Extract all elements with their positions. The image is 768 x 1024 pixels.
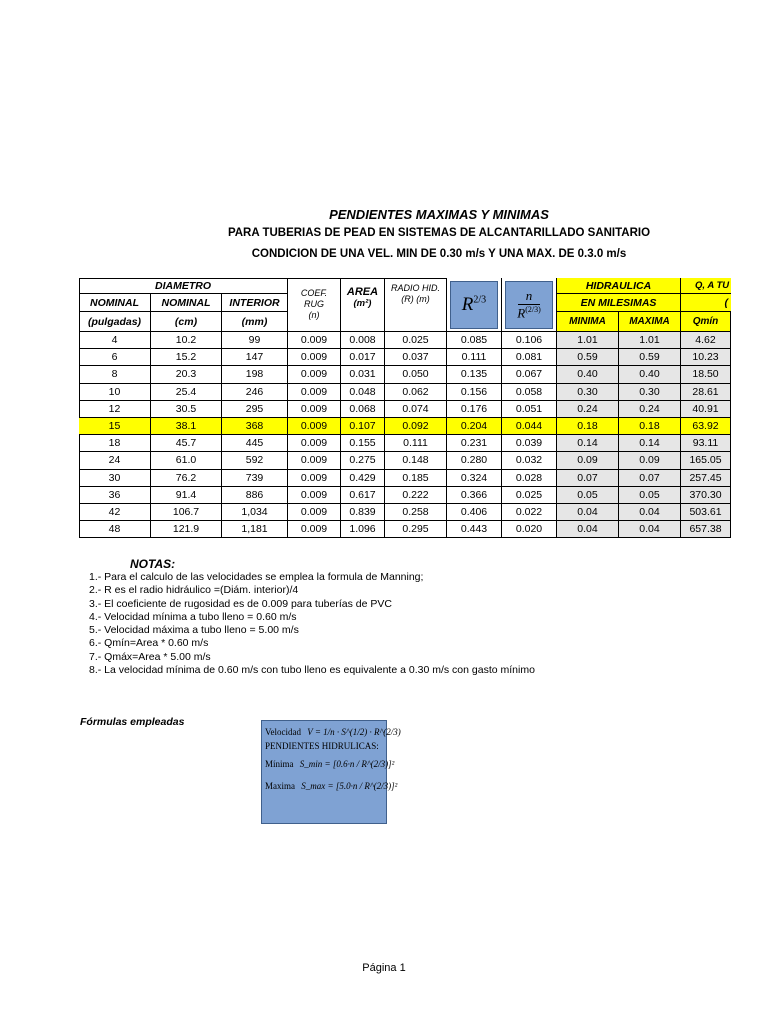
table-cell: 370.30: [681, 487, 731, 504]
header-en-milesimas: EN MILESIMAS: [557, 294, 681, 312]
table-cell: 0.111: [385, 435, 447, 452]
table-cell: 0.009: [288, 452, 341, 469]
formula-velocidad: [265, 727, 401, 737]
table-cell: 18.50: [681, 366, 731, 383]
table-cell: 10.23: [681, 349, 731, 366]
table-cell: 0.07: [557, 470, 619, 487]
header-n-den-exp: (2/3): [525, 304, 541, 314]
table-cell: 76.2: [151, 470, 222, 487]
table-cell: 0.025: [502, 487, 557, 504]
table-cell: 0.022: [502, 504, 557, 521]
header-area-line2: (m²): [353, 298, 372, 309]
table-cell: 0.009: [288, 349, 341, 366]
table-cell: 0.106: [502, 332, 557, 349]
table-cell: 0.30: [557, 384, 619, 401]
table-cell: 0.04: [557, 521, 619, 538]
table-cell: 0.009: [288, 470, 341, 487]
nota-item: 5.- Velocidad máxima a tubo lleno = 5.00 m/s: [89, 624, 299, 637]
table-cell: 0.30: [619, 384, 681, 401]
header-n-denominator: [517, 305, 541, 321]
table-cell: 42: [79, 504, 151, 521]
header-maxima: MAXIMA: [619, 312, 681, 332]
formula-minima-label: Mínima: [265, 759, 294, 769]
table-cell: 1.096: [341, 521, 385, 538]
table-cell: 0.617: [341, 487, 385, 504]
table-cell: 257.45: [681, 470, 731, 487]
table-cell: 0.05: [619, 487, 681, 504]
table-cell: 0.009: [288, 521, 341, 538]
formula-maxima: [265, 781, 398, 791]
table-cell: 0.050: [385, 366, 447, 383]
table-cell: 0.18: [619, 418, 681, 435]
table-cell: 886: [222, 487, 288, 504]
table-cell: 0.081: [502, 349, 557, 366]
table-cell: 15.2: [151, 349, 222, 366]
table-cell: 0.258: [385, 504, 447, 521]
table-cell: 368: [222, 418, 288, 435]
table-cell: 0.04: [619, 521, 681, 538]
table-cell: 0.04: [557, 504, 619, 521]
table-cell: 165.05: [681, 452, 731, 469]
table-cell: 0.068: [341, 401, 385, 418]
table-cell: 0.324: [447, 470, 502, 487]
table-cell: 0.009: [288, 504, 341, 521]
table-cell: 1,181: [222, 521, 288, 538]
table-cell: 0.037: [385, 349, 447, 366]
table-cell: 0.044: [502, 418, 557, 435]
table-cell: 121.9: [151, 521, 222, 538]
table-cell: 36: [79, 487, 151, 504]
header-r23-symbol: [462, 294, 486, 316]
table-cell: 0.222: [385, 487, 447, 504]
header-unit-cm: (cm): [151, 312, 222, 332]
table-cell: 0.839: [341, 504, 385, 521]
table-cell: 63.92: [681, 418, 731, 435]
slopes-table-grid: [79, 278, 731, 538]
nota-item: 2.- R es el radio hidráulico =(Diám. interior)/4: [89, 584, 299, 597]
table-cell: 0.008: [341, 332, 385, 349]
table-cell: 99: [222, 332, 288, 349]
header-coef: [288, 278, 341, 332]
table-cell: 0.017: [341, 349, 385, 366]
table-cell: 0.07: [619, 470, 681, 487]
table-cell: 45.7: [151, 435, 222, 452]
table-cell: 0.074: [385, 401, 447, 418]
header-n-over-r-box: [505, 281, 553, 329]
header-nominal-cm: NOMINAL: [151, 294, 222, 312]
page-title: PENDIENTES MAXIMAS Y MINIMAS: [329, 207, 549, 222]
table-cell: 0.148: [385, 452, 447, 469]
slopes-table: [79, 278, 731, 538]
table-cell: 246: [222, 384, 288, 401]
header-qmin: Qmín: [681, 312, 731, 332]
table-cell: 8: [79, 366, 151, 383]
table-cell: 0.009: [288, 366, 341, 383]
table-cell: 0.155: [341, 435, 385, 452]
header-radio: [385, 278, 447, 332]
notas-title: NOTAS:: [130, 557, 176, 571]
table-cell: 4: [79, 332, 151, 349]
table-cell: 0.009: [288, 487, 341, 504]
table-cell: 0.025: [385, 332, 447, 349]
table-cell: 0.009: [288, 401, 341, 418]
table-cell: 0.009: [288, 332, 341, 349]
table-cell: 48: [79, 521, 151, 538]
table-cell: 0.05: [557, 487, 619, 504]
table-cell: 657.38: [681, 521, 731, 538]
table-cell: 147: [222, 349, 288, 366]
table-cell: 10.2: [151, 332, 222, 349]
table-cell: 4.62: [681, 332, 731, 349]
table-cell: 0.135: [447, 366, 502, 383]
table-cell: 0.09: [557, 452, 619, 469]
table-cell: 0.092: [385, 418, 447, 435]
formula-maxima-label: Maxima: [265, 781, 295, 791]
header-r23-cell: [447, 278, 502, 332]
table-cell: 0.231: [447, 435, 502, 452]
formula-maxima-eq: S_max = [5.0·n / R^(2/3)]²: [301, 781, 398, 791]
table-cell: 12: [79, 401, 151, 418]
table-cell: 0.204: [447, 418, 502, 435]
table-cell: 1.01: [619, 332, 681, 349]
nota-item: 6.- Qmín=Area * 0.60 m/s: [89, 637, 209, 650]
table-cell: 30: [79, 470, 151, 487]
header-nominal-pulg: NOMINAL: [79, 294, 151, 312]
header-n-numerator: n: [518, 288, 541, 305]
table-cell: 0.295: [385, 521, 447, 538]
table-cell: 24: [79, 452, 151, 469]
header-radio-line1: RADIO HID.: [390, 283, 440, 293]
formula-box: [261, 720, 401, 824]
nota-item: 4.- Velocidad mínima a tubo lleno = 0.60 m/s: [89, 610, 297, 623]
nota-item: 7.- Qmáx=Area * 5.00 m/s: [89, 650, 211, 663]
formula-velocidad-label: Velocidad: [265, 727, 301, 737]
table-cell: 0.009: [288, 435, 341, 452]
header-coef-line2: RUG: [304, 299, 324, 309]
table-cell: 28.61: [681, 384, 731, 401]
table-cell: 20.3: [151, 366, 222, 383]
table-cell: 0.032: [502, 452, 557, 469]
table-cell: 0.443: [447, 521, 502, 538]
table-cell: 445: [222, 435, 288, 452]
table-cell: 18: [79, 435, 151, 452]
table-cell: 1.01: [557, 332, 619, 349]
header-coef-line1: COEF.: [300, 288, 328, 298]
header-q-cut: (: [681, 294, 731, 312]
nota-item: 3.- El coeficiente de rugosidad es de 0.009 para tuberías de PVC: [89, 597, 392, 610]
header-n-over-r-cell: [502, 278, 557, 332]
table-cell: 0.40: [619, 366, 681, 383]
table-cell: 61.0: [151, 452, 222, 469]
table-cell: 30.5: [151, 401, 222, 418]
header-diametro: DIAMETRO: [79, 278, 288, 294]
table-cell: 0.062: [385, 384, 447, 401]
table-cell: 592: [222, 452, 288, 469]
table-cell: 0.59: [557, 349, 619, 366]
formula-minima: [265, 759, 395, 769]
table-cell: 0.009: [288, 418, 341, 435]
nota-item: 8.- La velocidad mínima de 0.60 m/s con tubo lleno es equivalente a 0.30 m/s con gasto mínimo: [89, 664, 535, 677]
table-cell: 0.085: [447, 332, 502, 349]
table-cell: 25.4: [151, 384, 222, 401]
header-n-den-base: R: [517, 305, 526, 321]
table-cell: 0.107: [341, 418, 385, 435]
table-cell: 106.7: [151, 504, 222, 521]
formula-velocidad-eq: V = 1/n · S^(1/2) · R^(2/3): [307, 727, 401, 737]
table-cell: 0.058: [502, 384, 557, 401]
header-area: [341, 278, 385, 332]
table-cell: 0.406: [447, 504, 502, 521]
table-cell: 0.156: [447, 384, 502, 401]
table-cell: 198: [222, 366, 288, 383]
table-cell: 0.24: [619, 401, 681, 418]
table-cell: 0.031: [341, 366, 385, 383]
header-r23-base: R: [461, 293, 474, 315]
table-cell: 0.366: [447, 487, 502, 504]
header-coef-line3: (n): [308, 310, 320, 320]
table-cell: 0.14: [619, 435, 681, 452]
table-cell: 0.051: [502, 401, 557, 418]
table-cell: 1,034: [222, 504, 288, 521]
table-cell: 38.1: [151, 418, 222, 435]
table-cell: 295: [222, 401, 288, 418]
table-cell: 0.59: [619, 349, 681, 366]
header-interior: INTERIOR: [222, 294, 288, 312]
table-cell: 0.40: [557, 366, 619, 383]
table-cell: 91.4: [151, 487, 222, 504]
table-cell: 0.18: [557, 418, 619, 435]
header-radio-line2: (R) (m): [401, 294, 430, 304]
table-cell: 0.111: [447, 349, 502, 366]
header-hidraulica: HIDRAULICA: [557, 278, 681, 294]
table-cell: 15: [79, 418, 151, 435]
table-cell: 0.280: [447, 452, 502, 469]
header-unit-mm: (mm): [222, 312, 288, 332]
table-cell: 0.09: [619, 452, 681, 469]
table-cell: 0.009: [288, 384, 341, 401]
page-subtitle: PARA TUBERIAS DE PEAD EN SISTEMAS DE ALCANTARILLADO SANITARIO: [227, 227, 651, 239]
page-condition: CONDICION DE UNA VEL. MIN DE 0.30 m/s Y UNA MAX. DE 0.3.0 m/s: [251, 248, 627, 260]
table-cell: 0.24: [557, 401, 619, 418]
header-r23-exp: 2/3: [473, 294, 487, 306]
table-cell: 0.275: [341, 452, 385, 469]
table-cell: 503.61: [681, 504, 731, 521]
table-cell: 0.039: [502, 435, 557, 452]
header-r23-box: [450, 281, 498, 329]
formula-minima-eq: S_min = [0.6·n / R^(2/3)]²: [299, 759, 395, 769]
table-cell: 93.11: [681, 435, 731, 452]
table-cell: 0.176: [447, 401, 502, 418]
table-cell: 0.067: [502, 366, 557, 383]
formula-pendientes: PENDIENTES HIDRULICAS:: [265, 741, 379, 751]
header-area-line1: AREA: [346, 286, 379, 298]
table-cell: 6: [79, 349, 151, 366]
table-cell: 0.048: [341, 384, 385, 401]
page-footer: Página 1: [362, 962, 406, 974]
table-cell: 0.028: [502, 470, 557, 487]
table-cell: 0.04: [619, 504, 681, 521]
table-cell: 739: [222, 470, 288, 487]
header-minima: MINIMA: [557, 312, 619, 332]
formulas-label: Fórmulas empleadas: [80, 716, 185, 728]
nota-item: 1.- Para el calculo de las velocidades se emplea la formula de Manning;: [89, 571, 424, 583]
table-cell: 10: [79, 384, 151, 401]
header-unit-pulg: (pulgadas): [79, 312, 151, 332]
table-cell: 0.14: [557, 435, 619, 452]
table-cell: 0.020: [502, 521, 557, 538]
table-cell: 40.91: [681, 401, 731, 418]
header-q-tubo: Q, A TU: [681, 278, 731, 294]
table-cell: 0.185: [385, 470, 447, 487]
notas-list: [89, 571, 535, 677]
table-cell: 0.429: [341, 470, 385, 487]
